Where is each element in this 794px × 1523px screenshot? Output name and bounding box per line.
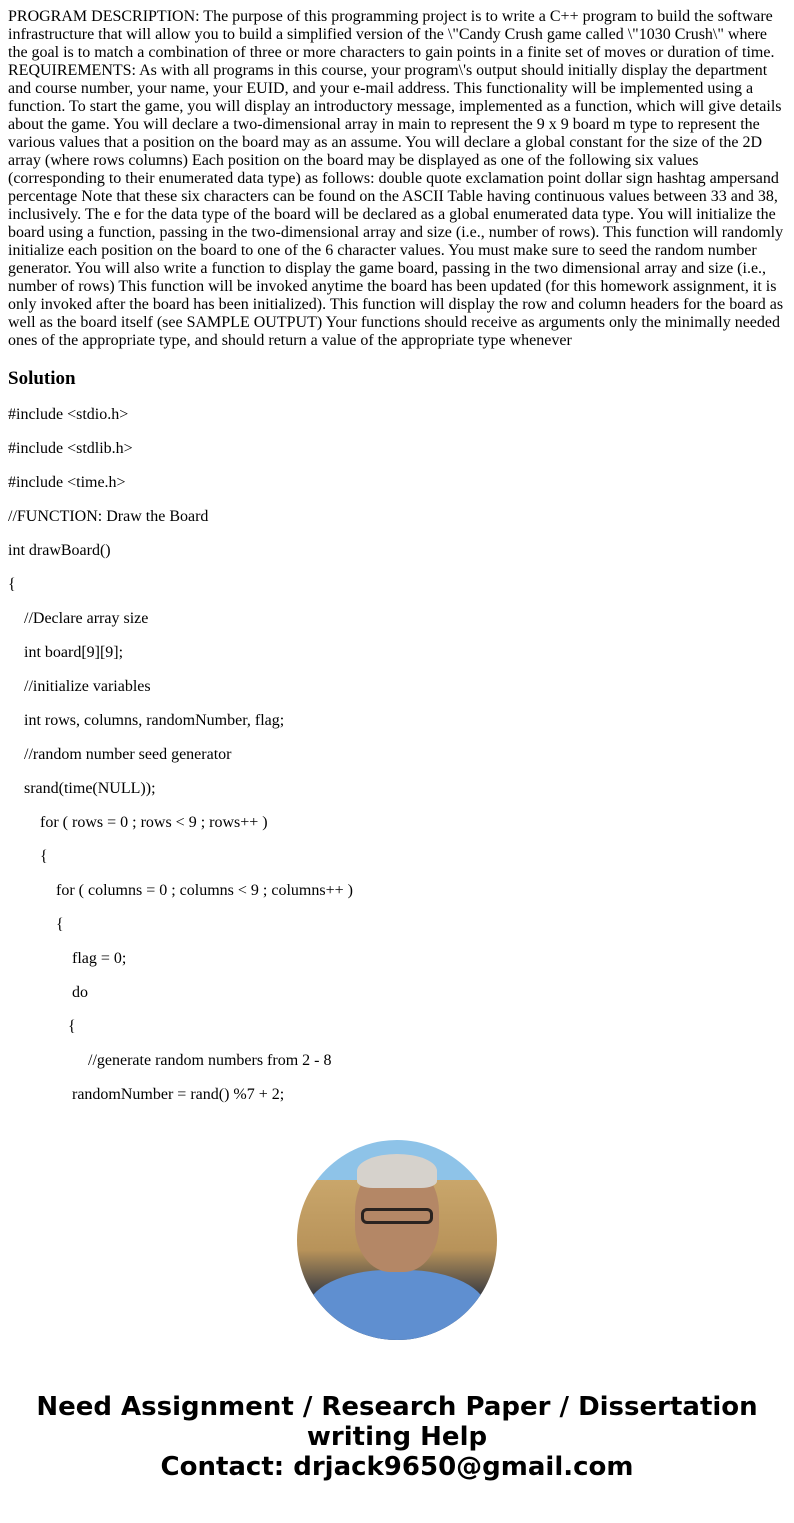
code-block [8, 406, 786, 1104]
code-line: { [8, 1018, 76, 1035]
code-line: for ( rows = 0 ; rows < 9 ; rows++ ) [8, 814, 268, 831]
promo-text: Need Assignment / Research Paper / Dissertation writing Help [36, 1392, 758, 1452]
solution-heading: Solution [8, 368, 76, 389]
code-line: //random number seed generator [8, 746, 232, 763]
code-line: //generate random numbers from 2 - 8 [8, 1052, 332, 1069]
code-line: { [8, 848, 48, 865]
code-line: //FUNCTION: Draw the Board [8, 508, 209, 525]
code-line: for ( columns = 0 ; columns < 9 ; columns++ ) [8, 882, 353, 899]
code-line: { [8, 916, 64, 933]
code-line: do [8, 984, 88, 1001]
code-line: #include <stdio.h> [8, 406, 129, 423]
code-line: #include <stdlib.h> [8, 440, 133, 457]
code-line: #include <time.h> [8, 474, 126, 491]
code-line: int board[9][9]; [8, 644, 124, 661]
author-photo-container [8, 1140, 786, 1340]
code-line: //initialize variables [8, 678, 151, 695]
code-line: //Declare array size [8, 610, 149, 627]
code-line: int drawBoard() [8, 542, 111, 559]
code-line: srand(time(NULL)); [8, 780, 156, 797]
code-line: { [8, 576, 16, 593]
promo-footer [8, 1392, 786, 1482]
author-photo [297, 1140, 497, 1340]
code-line: flag = 0; [8, 950, 127, 967]
code-line: int rows, columns, randomNumber, flag; [8, 712, 285, 729]
program-description: PROGRAM DESCRIPTION: The purpose of this programming project is to write a C++ program to build the software infrastructure that will allow you to build a simplified version of the \"Candy Crush game called \"1030 Crush\" where the goal is to match a combination of three or more characters to gain points in a finite set of moves or duration of time. REQUIREMENTS: As with all programs in this course, your program\'s output should initially display the department and course number, your name, your EUID, and your e-mail address. This functionality will be implemented using a function. To start the game, you will display an introductory message, implemented as a function, which will give details about the game. You will declare a two-dimensional array in main to represent the 9 x 9 board m type to represent the various values that a position on the board may as an assume. You will declare a global constant for the size of the 2D array (where rows columns) Each position on the board may be displayed as one of the following six values (corresponding to their enumerated data type) as follows: double quote exclamation point dollar sign hashtag ampersand percentage Note that these six characters can be found on the ASCII Table having continuous values between 33 and 38, inclusively. The e for the data type of the board will be declared as a global enumerated data type. You will initialize the board using a function, passing in the two-dimensional array and size (i.e., number of rows). This function will randomly initialize each position on the board to one of the 6 character values. You must make sure to seed the random number generator. You will also write a function to display the game board, passing in the two dimensional array and size (i.e., number of rows) This function will be invoked anytime the board has been updated (for this homework assignment, it is only invoked after the board has been initialized). This function will display the row and column headers for the board as well as the board itself (see SAMPLE OUTPUT) Your functions should receive as arguments only the minimally needed ones of the appropriate type, and should return a value of the appropriate type whenever [8, 8, 784, 349]
code-line: randomNumber = rand() %7 + 2; [8, 1086, 285, 1103]
contact-text: Contact: drjack9650@gmail.com [160, 1452, 634, 1482]
